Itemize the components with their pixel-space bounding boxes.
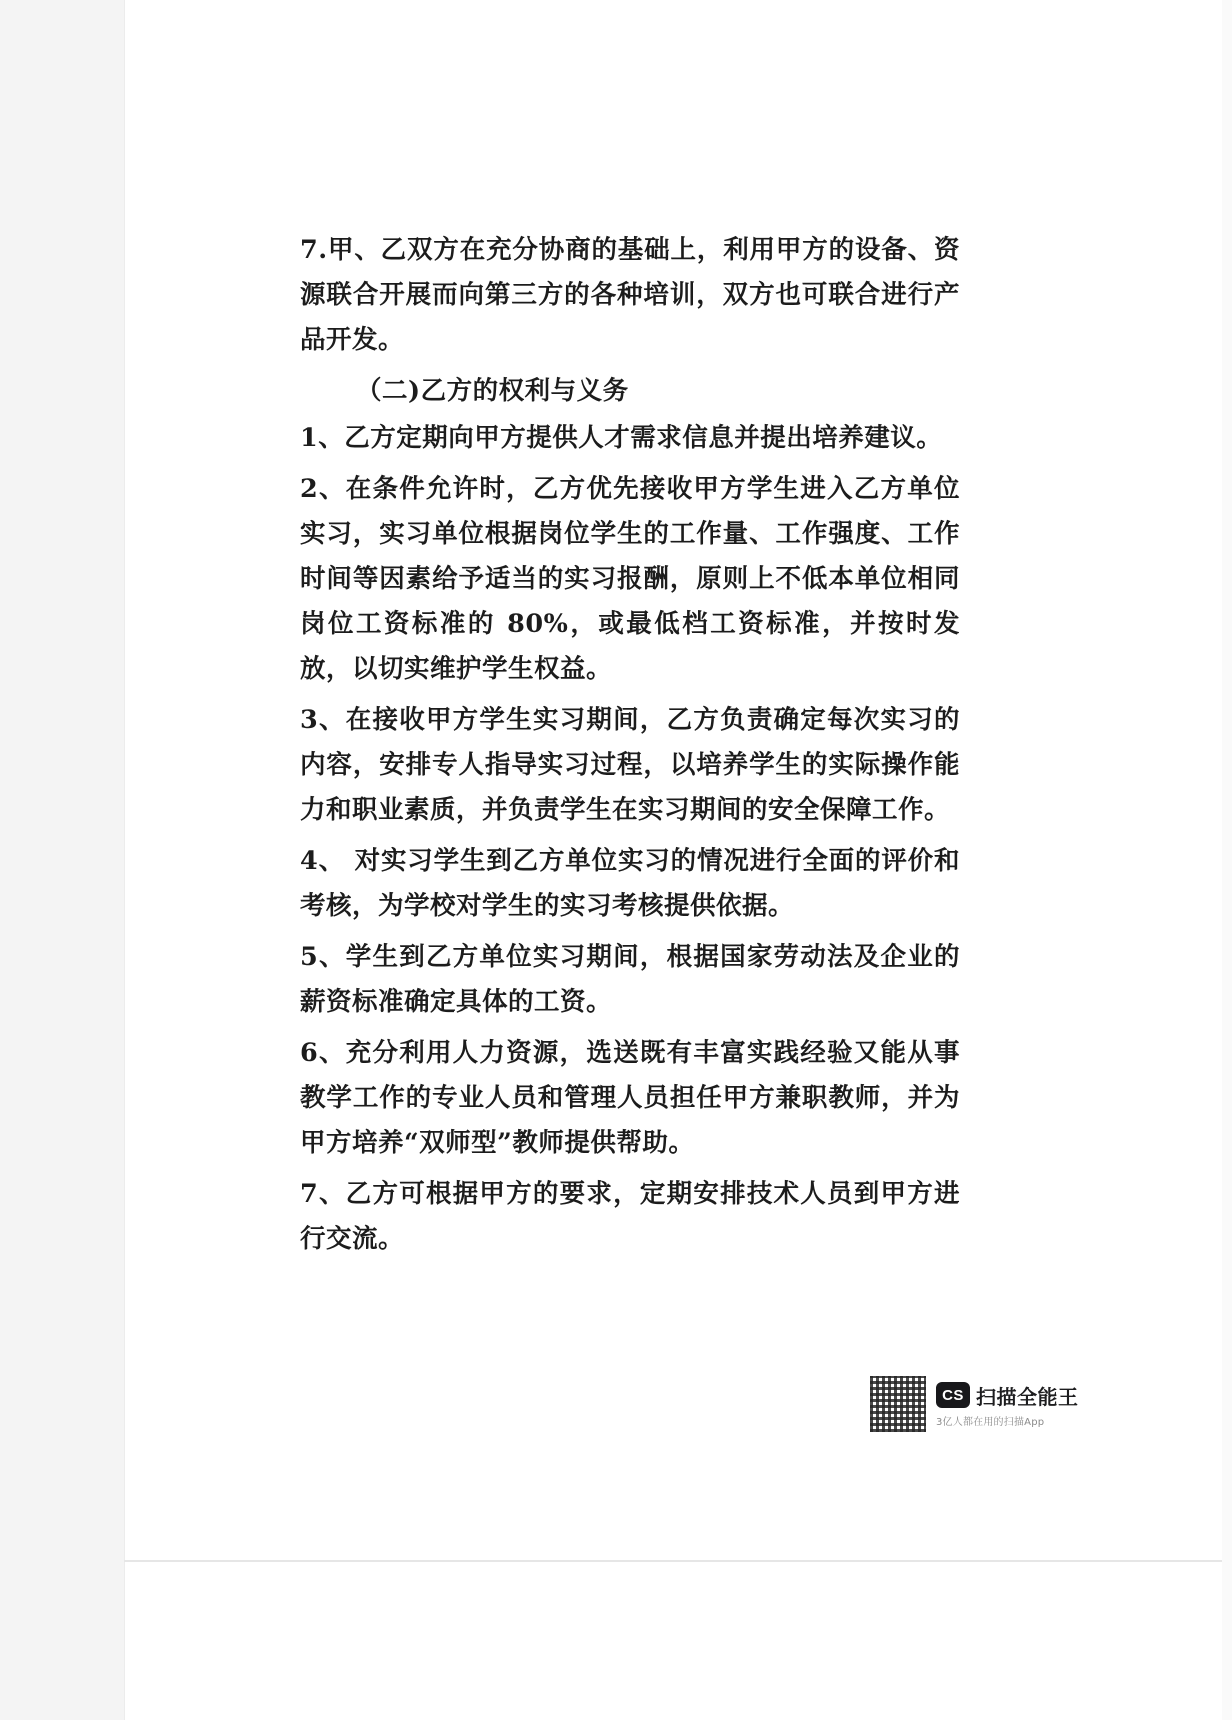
paragraph-b2: 2、在条件允许时，乙方优先接收甲方学生进入乙方单位实习，实习单位根据岗位学生的工作量、工作强度、工作时间等因素给予适当的实习报酬，原则上不低本单位相同岗位工资标准的 80%，或最低档工资标准，并按时发放，以切实维护学生权益。 [300,474,960,684]
page-bottom-divider [124,1560,1222,1562]
watermark-title: 扫描全能王 [976,1384,1079,1409]
camscanner-logo-icon: CS [936,1382,970,1408]
qr-code-icon [870,1376,926,1432]
camscanner-watermark [870,1368,1088,1440]
page-right-margin [1222,0,1232,1720]
section-heading-party-b: （二)乙方的权利与义务 [356,376,629,406]
document-text-body [300,228,960,1268]
paragraph-b4: 4、 对实习学生到乙方单位实习的情况进行全面的评价和考核，为学校对学生的实习考核提供依据。 [300,846,960,921]
page-left-margin [0,0,125,1720]
watermark-text [936,1381,1079,1428]
paragraph-a7: 7.甲、乙双方在充分协商的基础上，利用甲方的设备、资源联合开展而向第三方的各种培训，双方也可联合进行产品开发。 [300,235,960,355]
paragraph-b1: 1、乙方定期向甲方提供人才需求信息并提出培养建议。 [300,423,943,453]
paragraph-b5: 5、学生到乙方单位实习期间，根据国家劳动法及企业的薪资标准确定具体的工资。 [300,942,960,1017]
paragraph-b3: 3、在接收甲方学生实习期间，乙方负责确定每次实习的内容，安排专人指导实习过程，以培养学生的实际操作能力和职业素质，并负责学生在实习期间的安全保障工作。 [300,705,960,825]
paragraph-b7: 7、乙方可根据甲方的要求，定期安排技术人员到甲方进行交流。 [300,1179,960,1254]
paragraph-b6: 6、充分利用人力资源，选送既有丰富实践经验又能从事教学工作的专业人员和管理人员担任甲方兼职教师，并为甲方培养“双师型”教师提供帮助。 [300,1038,960,1158]
watermark-subtitle: 3亿人都在用的扫描App [936,1416,1045,1428]
watermark-title-row [936,1381,1079,1410]
